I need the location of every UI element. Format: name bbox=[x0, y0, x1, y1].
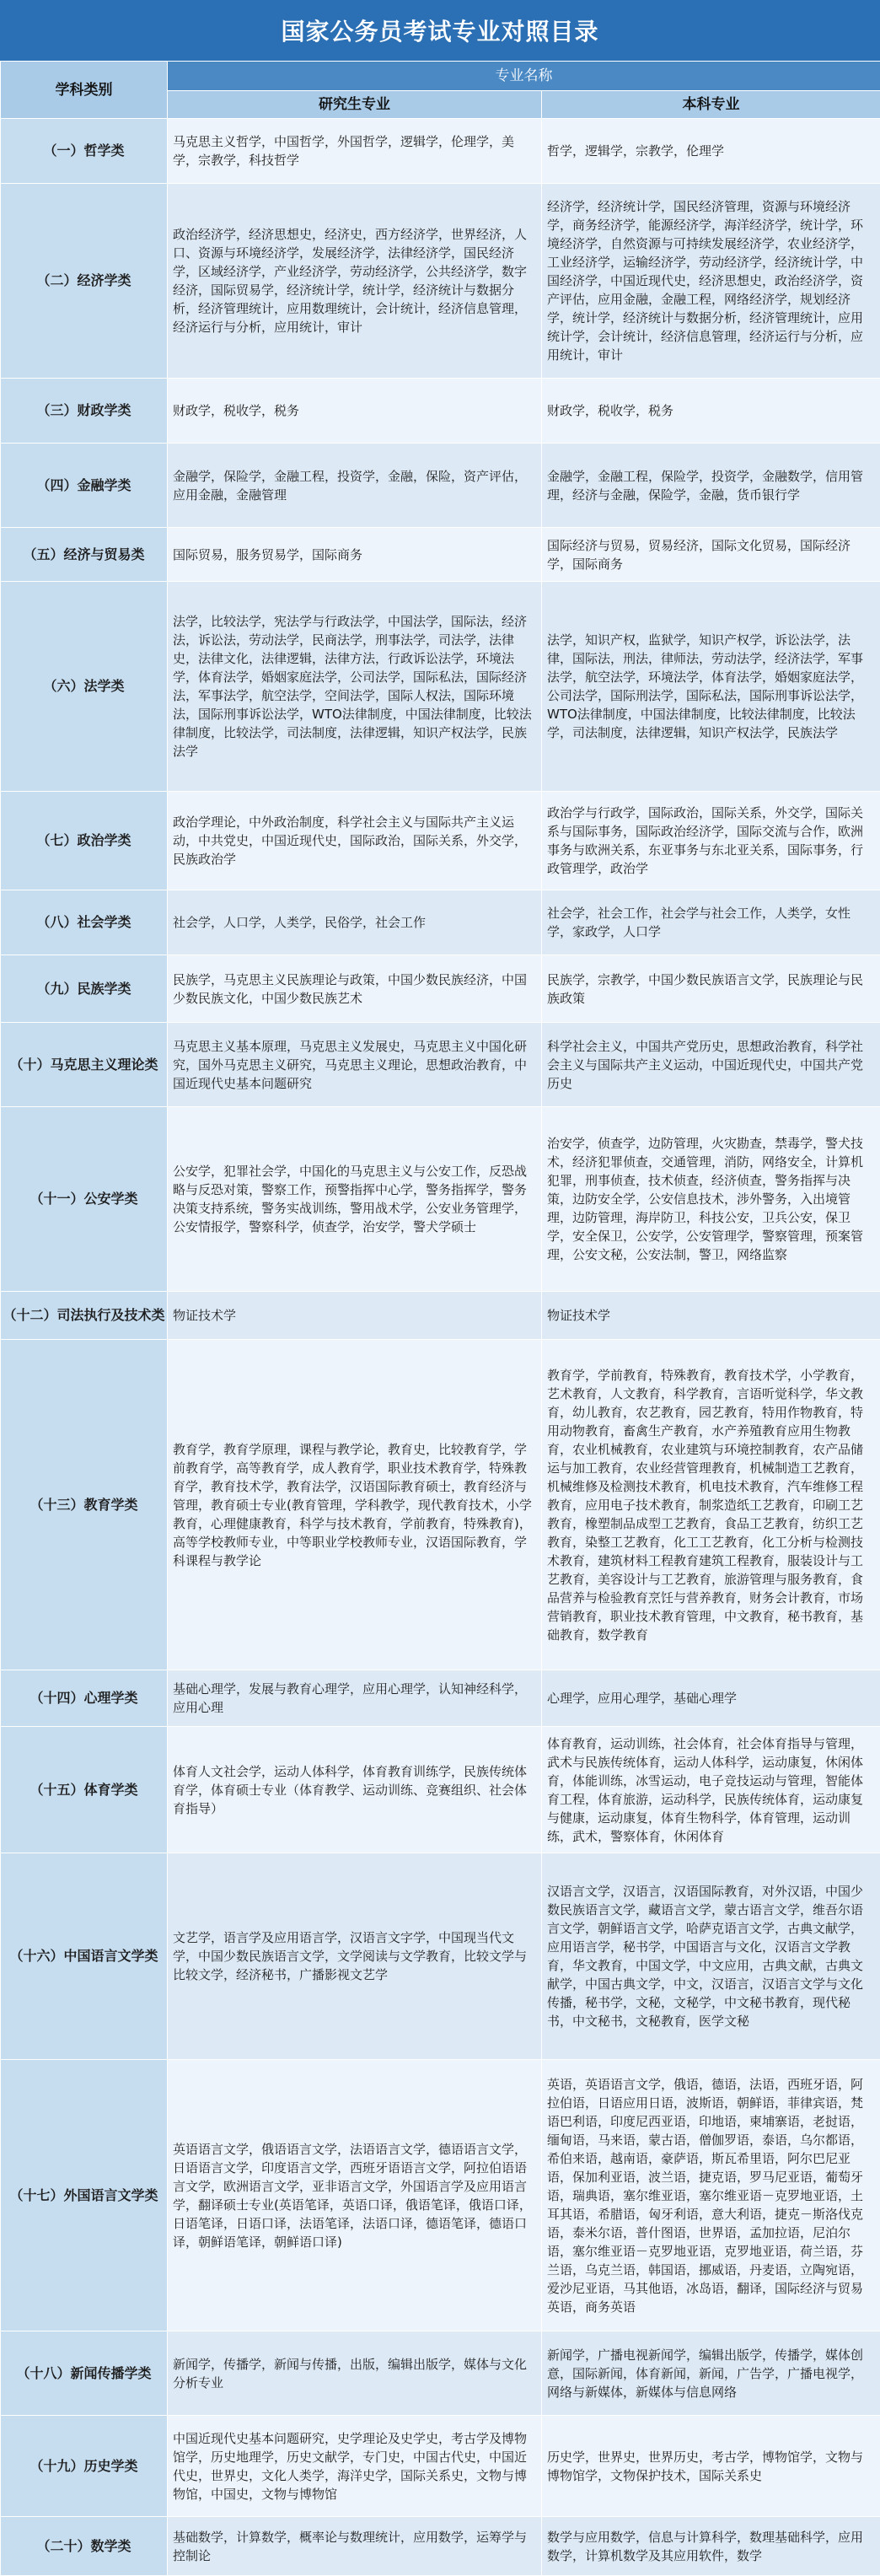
undergraduate-majors-cell: 心理学，应用心理学，基础心理学 bbox=[542, 1670, 880, 1727]
undergraduate-majors-cell: 法学，知识产权，监狱学，知识产权学，诉讼法学，法律，国际法，刑法，律师法，劳动法学，经济法学，军事法学，航空法学，环境法学，体育法学，婚姻家庭法学，公司法学，国际刑法学，国际私法，国际刑事诉讼法学，WTO法律制度，中国法律制度，比较法律制度，比较法学，司法制度，法律逻辑，知识产权法学，民族法学 bbox=[542, 582, 880, 792]
table-body bbox=[1, 119, 880, 2576]
undergraduate-majors-cell: 历史学，世界史，世界历史，考古学，博物馆学，文物与博物馆学，文物保护技术，国际关系史 bbox=[542, 2416, 880, 2517]
category-cell: （十六）中国语言文学类 bbox=[1, 1853, 168, 2060]
table-row bbox=[1, 1340, 880, 1670]
graduate-majors-cell: 法学，比较法学，宪法学与行政法学，中国法学，国际法，经济法，诉讼法，劳动法学，民商法学，刑事法学，司法学，法律史，法律文化，法律逻辑，法律方法，行政诉讼法学，环境法学，体育法学，婚姻家庭法学，公司法学，国际私法，国际经济法，军事法学，航空法学，空间法学，国际人权法，国际环境法，国际刑事诉讼法学，WTO法律制度，中国法律制度，比较法律制度，比较法学，司法制度，法律逻辑，知识产权法学，民族法学 bbox=[168, 582, 542, 792]
category-cell: （十）马克思主义理论类 bbox=[1, 1023, 168, 1107]
table-row bbox=[1, 528, 880, 582]
table-row bbox=[1, 2416, 880, 2517]
category-cell: （八）社会学类 bbox=[1, 890, 168, 955]
undergraduate-majors-cell: 英语，英语语言文学，俄语，德语，法语，西班牙语，阿拉伯语，日语应用日语，波斯语，朝鲜语，菲律宾语，梵语巴利语，印度尼西亚语，印地语，柬埔寨语，老挝语，缅甸语，马来语，蒙古语，僧伽罗语，泰语，乌尔都语，希伯来语，越南语，豪萨语，斯瓦希里语，阿尔巴尼亚语，保加利亚语，波兰语，捷克语，罗马尼亚语，葡萄牙语，瑞典语，塞尔维亚语，塞尔维亚语－克罗地亚语，土耳其语，希腊语，匈牙利语，意大利语，捷克－斯洛伐克语，泰米尔语，普什图语，世界语，孟加拉语，尼泊尔语，塞尔维亚语－克罗地亚语，克罗地亚语，荷兰语，芬兰语，乌克兰语，韩国语，挪威语，丹麦语，立陶宛语，爱沙尼亚语，马其他语，冰岛语，翻译，国际经济与贸易英语，商务英语 bbox=[542, 2060, 880, 2331]
table-row bbox=[1, 890, 880, 955]
category-cell: （一）哲学类 bbox=[1, 119, 168, 184]
category-cell: （十三）教育学类 bbox=[1, 1340, 168, 1670]
category-cell: （十四）心理学类 bbox=[1, 1670, 168, 1727]
undergraduate-majors-cell: 金融学，金融工程，保险学，投资学，金融数学，信用管理，经济与金融，保险学，金融，货币银行学 bbox=[542, 444, 880, 528]
table-row bbox=[1, 2517, 880, 2576]
graduate-majors-cell: 物证技术学 bbox=[168, 1292, 542, 1340]
undergraduate-majors-cell: 汉语言文学，汉语言，汉语国际教育，对外汉语，中国少数民族语言文学，藏语言文学，蒙古语言文学，维吾尔语言文学，朝鲜语言文学，哈萨克语言文学，古典文献学，应用语言学，秘书学，中国语言与文化，汉语言文学教育，华文教育，中国文学，中文应用，古典文献，古典文献学，中国古典文学，中文，汉语言，汉语言文学与文化传播，秘书学，文秘，文秘学，中文秘书教育，现代秘书，中文秘书，文秘教育，医学文秘 bbox=[542, 1853, 880, 2060]
category-cell: （十七）外国语言文学类 bbox=[1, 2060, 168, 2331]
table-row bbox=[1, 2331, 880, 2416]
graduate-majors-cell: 新闻学，传播学，新闻与传播，出版，编辑出版学，媒体与文化分析专业 bbox=[168, 2331, 542, 2416]
graduate-majors-cell: 金融学，保险学，金融工程，投资学，金融，保险，资产评估，应用金融，金融管理 bbox=[168, 444, 542, 528]
page-title: 国家公务员考试专业对照目录 bbox=[0, 0, 880, 61]
graduate-majors-cell: 文艺学，语言学及应用语言学，汉语言文字学，中国现当代文学，中国少数民族语言文学，文学阅读与文学教育，比较文学与比较文学，经济秘书，广播影视文艺学 bbox=[168, 1853, 542, 2060]
table-row bbox=[1, 1107, 880, 1292]
undergraduate-majors-cell: 财政学，税收学，税务 bbox=[542, 379, 880, 444]
graduate-majors-cell: 政治学理论，中外政治制度，科学社会主义与国际共产主义运动，中共党史，中国近现代史，国际政治，国际关系，外交学，民族政治学 bbox=[168, 792, 542, 890]
graduate-majors-cell: 基础心理学，发展与教育心理学，应用心理学，认知神经科学，应用心理 bbox=[168, 1670, 542, 1727]
undergraduate-majors-cell: 民族学，宗教学，中国少数民族语言文学，民族理论与民族政策 bbox=[542, 955, 880, 1023]
table-row bbox=[1, 955, 880, 1023]
category-cell: （十二）司法执行及技术类 bbox=[1, 1292, 168, 1340]
graduate-majors-cell: 财政学，税收学，税务 bbox=[168, 379, 542, 444]
undergraduate-majors-cell: 社会学，社会工作，社会学与社会工作，人类学，女性学，家政学，人口学 bbox=[542, 890, 880, 955]
graduate-majors-cell: 马克思主义基本原理，马克思主义发展史，马克思主义中国化研究，国外马克思主义研究，马克思主义理论，思想政治教育，中国近现代史基本问题研究 bbox=[168, 1023, 542, 1107]
category-cell: （七）政治学类 bbox=[1, 792, 168, 890]
header-undergraduate: 本科专业 bbox=[542, 91, 880, 119]
header-category: 学科类别 bbox=[1, 62, 168, 119]
category-cell: （四）金融学类 bbox=[1, 444, 168, 528]
category-cell: （十九）历史学类 bbox=[1, 2416, 168, 2517]
header-graduate: 研究生专业 bbox=[168, 91, 542, 119]
category-cell: （十一）公安学类 bbox=[1, 1107, 168, 1292]
table-row bbox=[1, 1023, 880, 1107]
graduate-majors-cell: 体育人文社会学，运动人体科学，体育教育训练学，民族传统体育学，体育硕士专业（体育教学、运动训练、竞赛组织、社会体育指导） bbox=[168, 1727, 542, 1853]
category-cell: （十八）新闻传播学类 bbox=[1, 2331, 168, 2416]
category-cell: （五）经济与贸易类 bbox=[1, 528, 168, 582]
undergraduate-majors-cell: 治安学，侦查学，边防管理，火灾勘查，禁毒学，警犬技术，经济犯罪侦查，交通管理，消防，网络安全，计算机犯罪，刑事侦查，技术侦查，经济侦查，警务指挥与决策，边防安全学，公安信息技术，涉外警务，入出境管理，边防管理，海岸防卫，科技公安，卫兵公安，保卫学，安全保卫，公安学，公安管理学，警察管理，预案管理，公安文秘，公安法制，警卫，网络监察 bbox=[542, 1107, 880, 1292]
graduate-majors-cell: 社会学，人口学，人类学，民俗学，社会工作 bbox=[168, 890, 542, 955]
graduate-majors-cell: 民族学，马克思主义民族理论与政策，中国少数民族经济，中国少数民族文化，中国少数民族艺术 bbox=[168, 955, 542, 1023]
undergraduate-majors-cell: 科学社会主义，中国共产党历史，思想政治教育，科学社会主义与国际共产主义运动，中国近现代史，中国共产党历史 bbox=[542, 1023, 880, 1107]
graduate-majors-cell: 基础数学，计算数学，概率论与数理统计，应用数学，运筹学与控制论 bbox=[168, 2517, 542, 2576]
category-cell: （三）财政学类 bbox=[1, 379, 168, 444]
undergraduate-majors-cell: 数学与应用数学，信息与计算科学，数理基础科学，应用数学，计算机数学及其应用软件，数学 bbox=[542, 2517, 880, 2576]
undergraduate-majors-cell: 哲学，逻辑学，宗教学，伦理学 bbox=[542, 119, 880, 184]
undergraduate-majors-cell: 新闻学，广播电视新闻学，编辑出版学，传播学，媒体创意，国际新闻，体育新闻，新闻，广告学，广播电视学，网络与新媒体，新媒体与信息网络 bbox=[542, 2331, 880, 2416]
undergraduate-majors-cell: 政治学与行政学，国际政治，国际关系，外交学，国际关系与国际事务，国际政治经济学，国际交流与合作，欧洲事务与欧洲关系，东亚事务与东北亚关系，国际事务，行政管理学，政治学 bbox=[542, 792, 880, 890]
graduate-majors-cell: 英语语言文学，俄语语言文学，法语语言文学，德语语言文学，日语语言文学，印度语言文学，西班牙语语言文学，阿拉伯语语言文学，欧洲语言文学，亚非语言文学，外国语言学及应用语言学，翻译硕士专业(英语笔译，英语口译，俄语笔译，俄语口译，日语笔译，日语口译，法语笔译，法语口译，德语笔译，德语口译，朝鲜语笔译，朝鲜语口译) bbox=[168, 2060, 542, 2331]
graduate-majors-cell: 公安学，犯罪社会学，中国化的马克思主义与公安工作，反恐战略与反恐对策，警察工作，预警指挥中心学，警务指挥学，警务决策支持系统，警务实战训练，警用战术学，公安业务管理学，公安情报学，警察科学，侦查学，治安学，警犬学硕士 bbox=[168, 1107, 542, 1292]
table-row bbox=[1, 1292, 880, 1340]
table-row bbox=[1, 1727, 880, 1853]
undergraduate-majors-cell: 物证技术学 bbox=[542, 1292, 880, 1340]
table-row bbox=[1, 2060, 880, 2331]
table-row bbox=[1, 444, 880, 528]
major-table bbox=[0, 61, 880, 2576]
table-row bbox=[1, 1670, 880, 1727]
table-row bbox=[1, 582, 880, 792]
table-row bbox=[1, 792, 880, 890]
graduate-majors-cell: 马克思主义哲学，中国哲学，外国哲学，逻辑学，伦理学，美学，宗教学，科技哲学 bbox=[168, 119, 542, 184]
undergraduate-majors-cell: 体育教育，运动训练，社会体育，社会体育指导与管理，武术与民族传统体育，运动人体科学，运动康复，休闲体育，体能训练，冰雪运动，电子竞技运动与管理，智能体育工程，体育旅游，运动科学，民族传统体育，运动康复与健康，运动康复，体育生物科学，体育管理，运动训练，武术，警察体育，休闲体育 bbox=[542, 1727, 880, 1853]
header-major-name: 专业名称 bbox=[168, 62, 880, 91]
category-cell: （二）经济学类 bbox=[1, 184, 168, 379]
table-row bbox=[1, 1853, 880, 2060]
graduate-majors-cell: 国际贸易，服务贸易学，国际商务 bbox=[168, 528, 542, 582]
category-cell: （十五）体育学类 bbox=[1, 1727, 168, 1853]
category-cell: （六）法学类 bbox=[1, 582, 168, 792]
undergraduate-majors-cell: 教育学，学前教育，特殊教育，教育技术学，小学教育，艺术教育，人文教育，科学教育，言语听觉科学，华文教育，幼儿教育，农艺教育，园艺教育，特用作物教育，特用动物教育，畜禽生产教育，水产养殖教育应用生物教育，农业机械教育，农业建筑与环境控制教育，农产品储运与加工教育，农业经营管理教育，机械制造工艺教育，机械维修及检测技术教育，机电技术教育，汽车维修工程教育，应用电子技术教育，制浆造纸工艺教育，印刷工艺教育，橡塑制品成型工艺教育，食品工艺教育，纺织工艺教育，染整工艺教育，化工工艺教育，化工分析与检测技术教育，建筑材料工程教育建筑工程教育，服装设计与工艺教育，美容设计与工艺教育，旅游管理与服务教育，食品营养与检验教育烹饪与营养教育，财务会计教育，市场营销教育，职业技术教育管理，中文教育，秘书教育，基础教育，数学教育 bbox=[542, 1340, 880, 1670]
table-row bbox=[1, 379, 880, 444]
undergraduate-majors-cell: 经济学，经济统计学，国民经济管理，资源与环境经济学，商务经济学，能源经济学，海洋经济学，统计学，环境经济学，自然资源与可持续发展经济学，农业经济学，工业经济学，运输经济学，劳动经济学，经济统计学，中国经济学，中国近现代史，经济思想史，政治经济学，资产评估，应用金融，金融工程，网络经济学，规划经济学，统计学，经济统计与数据分析，经济管理统计，应用统计学，会计统计，经济信息管理，经济运行与分析，应用统计，审计 bbox=[542, 184, 880, 379]
table-row bbox=[1, 184, 880, 379]
graduate-majors-cell: 中国近现代史基本问题研究，史学理论及史学史，考古学及博物馆学，历史地理学，历史文献学，专门史，中国古代史，中国近代史，世界史，文化人类学，海洋史学，国际关系史，文物与博物馆，中国史，文物与博物馆 bbox=[168, 2416, 542, 2517]
undergraduate-majors-cell: 国际经济与贸易，贸易经济，国际文化贸易，国际经济学，国际商务 bbox=[542, 528, 880, 582]
category-cell: （九）民族学类 bbox=[1, 955, 168, 1023]
graduate-majors-cell: 政治经济学，经济思想史，经济史，西方经济学，世界经济，人口、资源与环境经济学，发展经济学，法律经济学，国民经济学，区域经济学，产业经济学，劳动经济学，公共经济学，数字经济，国际贸易学，经济统计学，统计学，经济统计与数据分析，经济管理统计，应用数理统计，会计统计，经济信息管理，经济运行与分析，应用统计，审计 bbox=[168, 184, 542, 379]
category-cell: （二十）数学类 bbox=[1, 2517, 168, 2576]
table-row bbox=[1, 119, 880, 184]
graduate-majors-cell: 教育学，教育学原理，课程与教学论，教育史，比较教育学，学前教育学，高等教育学，成人教育学，职业技术教育学，特殊教育学，教育技术学，教育法学，汉语国际教育硕士，教育经济与管理，教育硕士专业(教育管理，学科教学，现代教育技术，小学教育，心理健康教育，科学与技术教育，学前教育，特殊教育)，高等学校教师专业，中等职业学校教师专业，汉语国际教育，学科课程与教学论 bbox=[168, 1340, 542, 1670]
